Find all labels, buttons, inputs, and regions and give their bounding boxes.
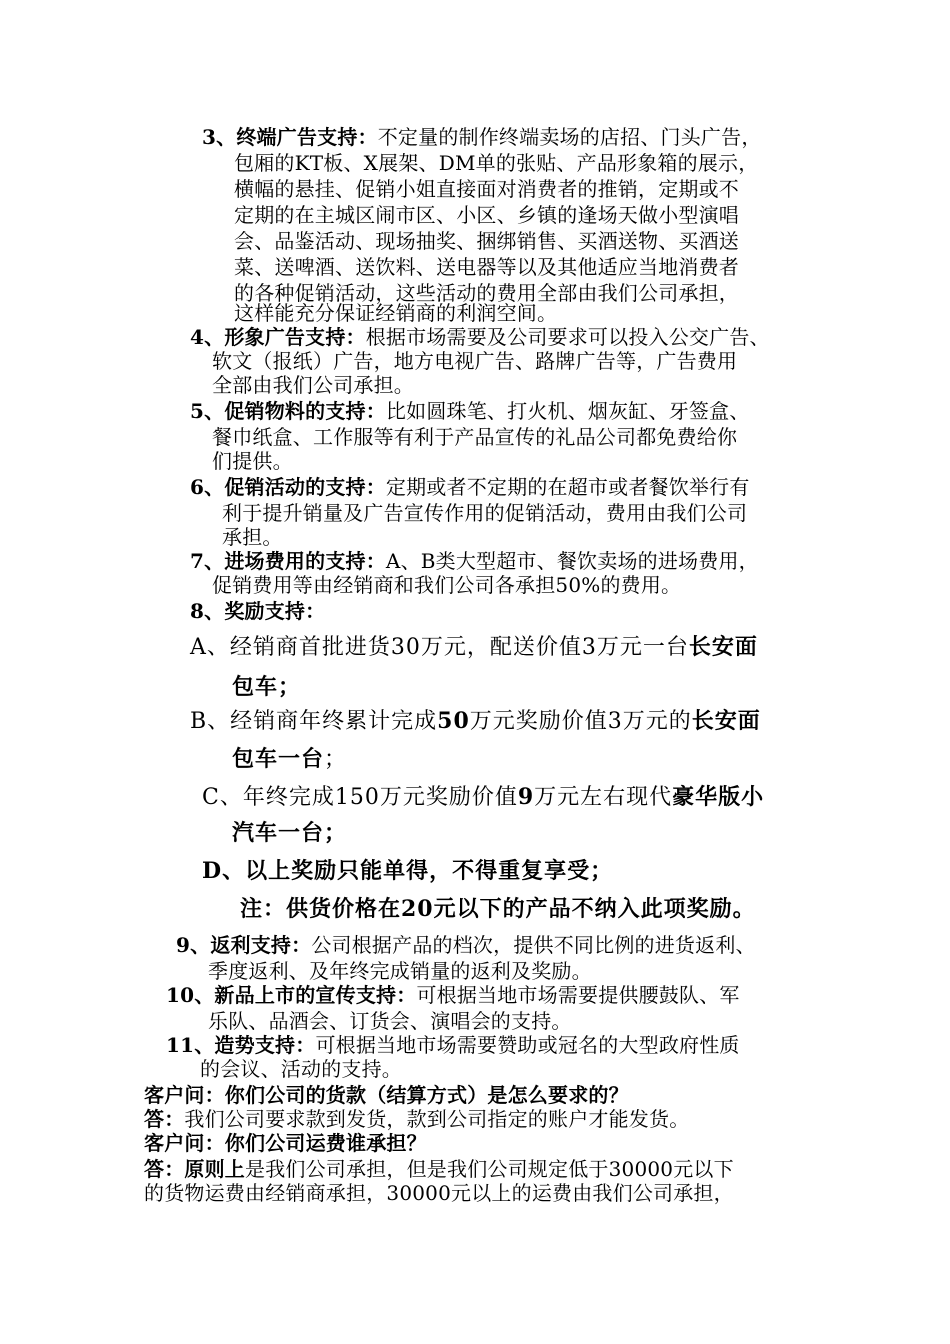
- reward-b-text: B、经销商年终累计完成: [190, 709, 438, 734]
- section-11-line-1: [166, 1032, 740, 1058]
- answer-2-line-2: 的货物运费由经销商承担，30000元以上的运费由我们公司承担，: [144, 1181, 734, 1205]
- section-3-line-3: 横幅的悬挂、促销小姐直接面对消费者的推销，定期或不: [234, 177, 739, 201]
- section-5-heading: 5、促销物料的支持：: [190, 399, 386, 423]
- section-4-line-3: 全部由我们公司承担。: [212, 373, 414, 397]
- reward-b-bold: 长安面: [691, 708, 761, 734]
- section-5-text: 比如圆珠笔、打火机、烟灰缸、牙签盒、: [385, 399, 750, 423]
- section-10-text: 可根据当地市场需要提供腰鼓队、军: [416, 983, 740, 1007]
- reward-d-line: D、以上奖励只能单得，不得重复享受；: [202, 858, 614, 884]
- section-4-heading: 4、形象广告支持：: [190, 325, 366, 349]
- section-3-heading: 3、终端广告支持：: [202, 125, 378, 149]
- section-4-text: 根据市场需要及公司要求可以投入公交广告、: [365, 325, 770, 349]
- section-6-text: 定期或者不定期的在超市或者餐饮举行有: [385, 475, 750, 499]
- section-9-line-1: [176, 932, 756, 958]
- section-6-line-1: [190, 474, 750, 500]
- section-6-line-3: 承担。: [222, 525, 283, 549]
- answer-2-text: 是我们公司承担，但是我们公司规定低于30000元以下: [245, 1157, 734, 1181]
- section-5-line-1: [190, 398, 750, 424]
- reward-b-text-cont: 万元奖励价值3万元的: [469, 709, 692, 734]
- section-3-text: 不定量的制作终端卖场的店招、门头广告，: [377, 125, 762, 149]
- section-7-text: A、B类大型超市、餐饮卖场的进场费用，: [385, 549, 759, 573]
- section-8-heading: 8、奖励支持：: [190, 599, 326, 623]
- section-7-line-1: [190, 548, 759, 574]
- answer-2-line-1: [144, 1156, 734, 1182]
- section-10-line-2: 乐队、品酒会、订货会、演唱会的支持。: [208, 1009, 572, 1033]
- reward-c-number: 9: [517, 784, 535, 810]
- section-6-line-2: 利于提升销量及广告宣传作用的促销活动，费用由我们公司: [222, 501, 748, 525]
- reward-c-line-1: [202, 782, 764, 813]
- reward-a-line-2: 包车；: [232, 674, 302, 700]
- section-10-line-1: [166, 982, 740, 1008]
- section-10-heading: 10、新品上市的宣传支持：: [166, 983, 417, 1007]
- reward-b-end: ；: [324, 747, 348, 772]
- section-3-line-8: 这样能充分保证经销商的利润空间。: [234, 301, 558, 325]
- section-6-heading: 6、促销活动的支持：: [190, 475, 386, 499]
- section-7-heading: 7、进场费用的支持：: [190, 549, 386, 573]
- answer-1: [144, 1106, 689, 1132]
- reward-c-text-cont: 万元左右现代: [534, 785, 673, 810]
- section-3-line-2: 包厢的KT板、X展架、DM单的张贴、产品形象箱的展示，: [234, 151, 759, 175]
- answer-1-text: 我们公司要求款到发货，款到公司指定的账户才能发货。: [184, 1107, 690, 1131]
- section-5-line-2: 餐巾纸盒、工作服等有利于产品宣传的礼品公司都免费给你: [212, 425, 738, 449]
- section-3-line-6: 菜、送啤酒、送饮料、送电器等以及其他适应当地消费者: [234, 255, 739, 279]
- section-9-text: 公司根据产品的档次，提供不同比例的进货返利、: [311, 933, 756, 957]
- section-9-line-2: 季度返利、及年终完成销量的返利及奖励。: [208, 959, 592, 983]
- section-11-line-2: 的会议、活动的支持。: [200, 1057, 402, 1081]
- section-3-line-4: 定期的在主城区闹市区、小区、乡镇的逢场天做小型演唱: [234, 203, 739, 227]
- section-4-line-2: 软文（报纸）广告，地方电视广告、路牌广告等，广告费用: [212, 349, 738, 373]
- section-9-heading: 9、返利支持：: [176, 933, 312, 957]
- section-3-line-7: 的各种促销活动，这些活动的费用全部由我们公司承担，: [234, 281, 739, 305]
- reward-c-text: C、年终完成150万元奖励价值: [202, 785, 518, 810]
- question-2: 客户问：你们公司运费谁承担？: [144, 1131, 427, 1155]
- reward-b-line-1: [190, 706, 761, 737]
- section-3-line-1: [202, 124, 762, 150]
- reward-c-line-2: 汽车一台；: [232, 820, 348, 846]
- answer-2-label: 答：原则上: [144, 1157, 245, 1181]
- section-3-line-5: 会、品鉴活动、现场抽奖、捆绑销售、买酒送物、买酒送: [234, 229, 739, 253]
- section-5-line-3: 们提供。: [212, 449, 293, 473]
- reward-a-bold: 长安面: [688, 634, 758, 660]
- section-11-heading: 11、造势支持：: [166, 1033, 316, 1057]
- reward-b-number: 50: [437, 708, 470, 734]
- reward-a-line-1: [190, 632, 758, 663]
- question-1: 客户问：你们公司的货款（结算方式）是怎么要求的？: [144, 1083, 629, 1107]
- section-11-text: 可根据当地市场需要赞助或冠名的大型政府性质: [315, 1033, 740, 1057]
- reward-a-text: A、经销商首批进货30万元，配送价值3万元一台: [190, 635, 689, 660]
- section-4-line-1: [190, 324, 770, 350]
- reward-c-bold: 豪华版小: [672, 784, 765, 810]
- reward-b-line-2: [232, 744, 347, 775]
- reward-b-bold-2: 包车一台: [232, 746, 325, 772]
- section-7-line-2: 促销费用等由经销商和我们公司各承担50%的费用。: [212, 573, 682, 597]
- answer-1-label: 答：: [144, 1107, 185, 1131]
- reward-note: 注：供货价格在20元以下的产品不纳入此项奖励。: [240, 896, 756, 922]
